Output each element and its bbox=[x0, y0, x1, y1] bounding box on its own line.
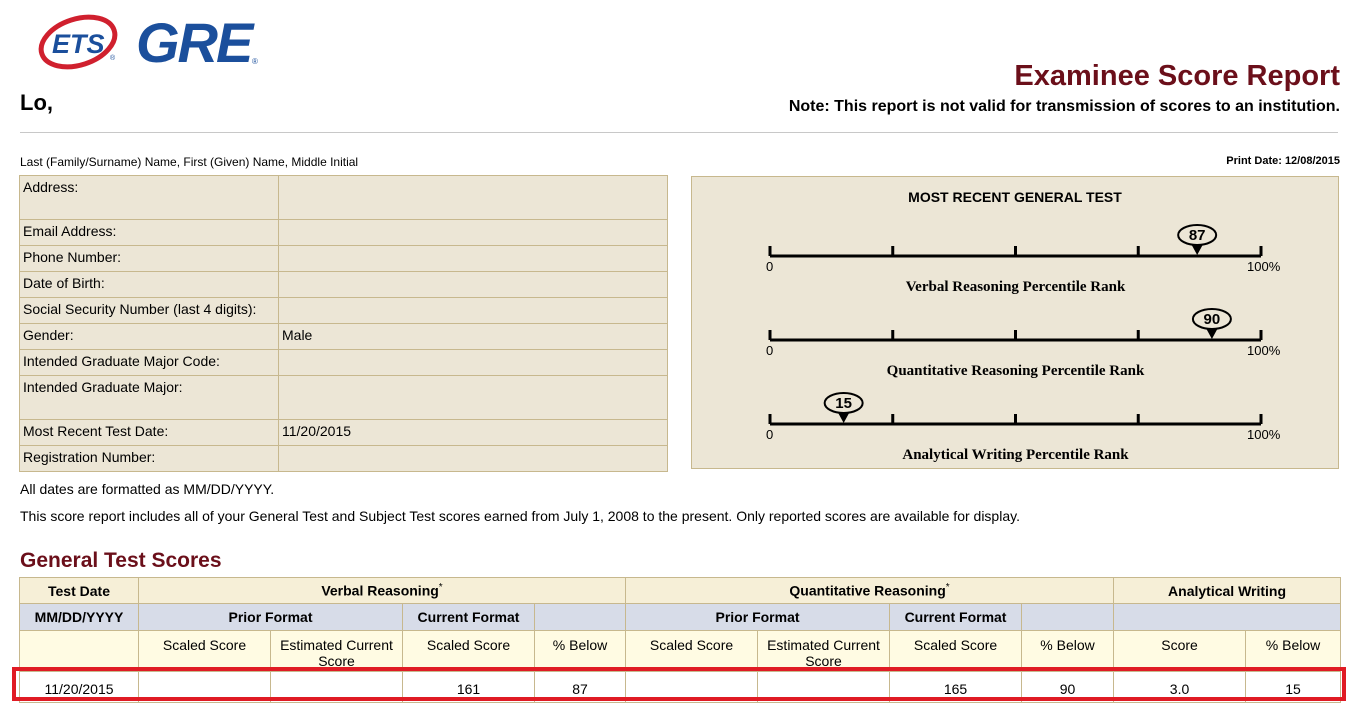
gender-value: Male bbox=[279, 324, 668, 350]
info-value bbox=[279, 350, 668, 376]
info-label: Intended Graduate Major Code: bbox=[20, 350, 279, 376]
info-label: Most Recent Test Date: bbox=[20, 420, 279, 446]
cell-verbal-below: 87 bbox=[535, 672, 626, 703]
percentile-panel-title: MOST RECENT GENERAL TEST bbox=[908, 189, 1122, 205]
general-test-scores-heading: General Test Scores bbox=[20, 549, 222, 572]
col-percent-below: % Below bbox=[1022, 631, 1114, 672]
col-verbal: Verbal Reasoning* bbox=[139, 578, 626, 604]
col-scaled-score: Scaled Score bbox=[626, 631, 758, 672]
col-quant-current: Current Format bbox=[890, 604, 1022, 631]
cell-quant-prior-scaled bbox=[626, 672, 758, 703]
scale-max-label: 100% bbox=[1247, 343, 1281, 358]
col-verbal-prior: Prior Format bbox=[139, 604, 403, 631]
info-label: Gender: bbox=[20, 324, 279, 350]
scale-max-label: 100% bbox=[1247, 259, 1281, 274]
col-scaled-score: Scaled Score bbox=[890, 631, 1022, 672]
col-scaled-score: Scaled Score bbox=[139, 631, 271, 672]
scope-note: This score report includes all of your General Test and Subject Test scores earned from July 1, 2008 to the present. Only reported scores are available for display. bbox=[20, 508, 1020, 524]
col-quant: Quantitative Reasoning* bbox=[626, 578, 1114, 604]
report-note: Note: This report is not valid for transmission of scores to an institution. bbox=[788, 98, 1340, 115]
scale-min-label: 0 bbox=[766, 259, 774, 274]
general-test-scores-table bbox=[19, 577, 1341, 703]
col-test-date: Test Date bbox=[20, 578, 139, 604]
cell-quant-below: 90 bbox=[1022, 672, 1114, 703]
info-value bbox=[279, 376, 668, 420]
percentile-panel bbox=[691, 176, 1339, 469]
info-label: Social Security Number (last 4 digits): bbox=[20, 298, 279, 324]
cell-verbal-prior-scaled bbox=[139, 672, 271, 703]
info-value bbox=[279, 176, 668, 220]
examinee-name: Lo, bbox=[20, 90, 53, 115]
info-value bbox=[279, 246, 668, 272]
rank-label: Analytical Writing Percentile Rank bbox=[902, 447, 1129, 463]
info-label: Date of Birth: bbox=[20, 272, 279, 298]
percentile-scales bbox=[692, 177, 1340, 470]
info-label: Address: bbox=[20, 176, 279, 220]
col-estimated-score: Estimated Current Score bbox=[271, 631, 403, 672]
rank-value: 15 bbox=[835, 395, 852, 412]
gre-logo-text: GRE bbox=[136, 12, 252, 72]
cell-verbal-prior-estimated bbox=[271, 672, 403, 703]
scale-min-label: 0 bbox=[766, 343, 774, 358]
col-estimated-score: Estimated Current Score bbox=[758, 631, 890, 672]
info-value bbox=[279, 272, 668, 298]
score-row bbox=[20, 672, 1341, 703]
print-date: Print Date: 12/08/2015 bbox=[1226, 155, 1340, 167]
rank-value: 90 bbox=[1203, 311, 1221, 328]
cell-aw-below: 15 bbox=[1246, 672, 1341, 703]
col-quant-prior: Prior Format bbox=[626, 604, 890, 631]
col-percent-below: % Below bbox=[1246, 631, 1341, 672]
info-label: Registration Number: bbox=[20, 446, 279, 472]
cell-quant-scaled: 165 bbox=[890, 672, 1022, 703]
col-score: Score bbox=[1114, 631, 1246, 672]
test-date-value: 11/20/2015 bbox=[279, 420, 668, 446]
info-label: Intended Graduate Major: bbox=[20, 376, 279, 420]
col-analytical-writing: Analytical Writing bbox=[1114, 578, 1341, 604]
cell-quant-prior-estimated bbox=[758, 672, 890, 703]
col-date-format: MM/DD/YYYY bbox=[20, 604, 139, 631]
dates-note: All dates are formatted as MM/DD/YYYY. bbox=[20, 481, 275, 497]
rank-label: Quantitative Reasoning Percentile Rank bbox=[886, 363, 1145, 379]
examinee-info-table bbox=[19, 175, 668, 472]
cell-aw-score: 3.0 bbox=[1114, 672, 1246, 703]
report-title: Examinee Score Report bbox=[1014, 60, 1340, 92]
info-value bbox=[279, 298, 668, 324]
divider bbox=[20, 132, 1338, 133]
info-value bbox=[279, 220, 668, 246]
name-caption: Last (Family/Surname) Name, First (Given) Name, Middle Initial bbox=[20, 155, 359, 169]
info-label: Email Address: bbox=[20, 220, 279, 246]
info-value bbox=[279, 446, 668, 472]
cell-verbal-scaled: 161 bbox=[403, 672, 535, 703]
col-verbal-current: Current Format bbox=[403, 604, 535, 631]
cell-test-date: 11/20/2015 bbox=[20, 672, 139, 703]
svg-text:®: ® bbox=[252, 57, 258, 66]
info-label: Phone Number: bbox=[20, 246, 279, 272]
svg-text:®: ® bbox=[110, 55, 116, 62]
rank-value: 87 bbox=[1188, 227, 1206, 244]
ets-gre-logo bbox=[38, 12, 268, 72]
scale-min-label: 0 bbox=[766, 427, 774, 442]
col-scaled-score: Scaled Score bbox=[403, 631, 535, 672]
col-percent-below: % Below bbox=[535, 631, 626, 672]
rank-label: Verbal Reasoning Percentile Rank bbox=[905, 279, 1126, 295]
ets-logo-text: ETS bbox=[52, 29, 105, 59]
scale-max-label: 100% bbox=[1247, 427, 1281, 442]
